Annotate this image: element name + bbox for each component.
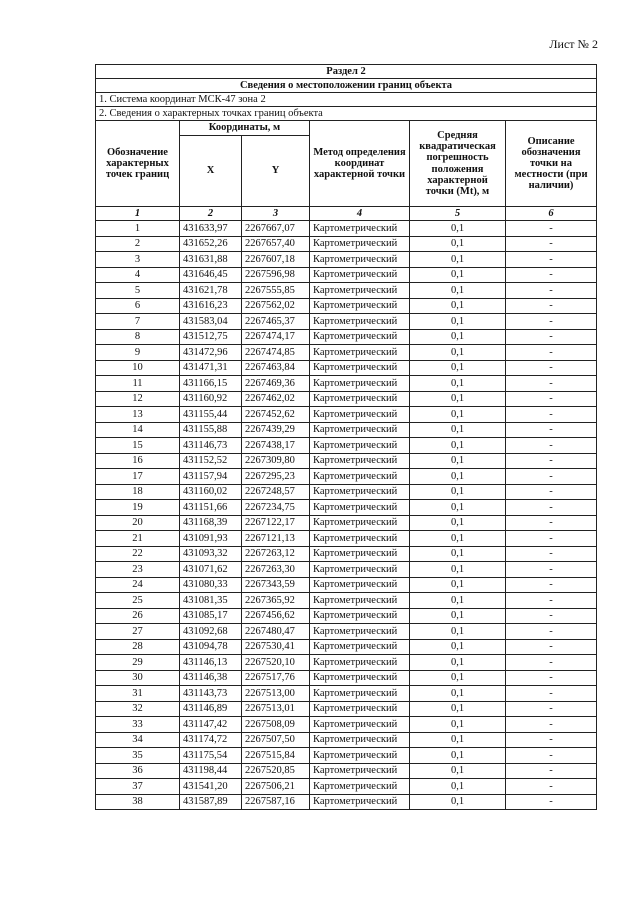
- method-cell: Картометрический: [310, 298, 410, 314]
- point-number-cell: 36: [96, 763, 180, 779]
- method-cell: Картометрический: [310, 670, 410, 686]
- error-mt-cell: 0,1: [410, 515, 506, 531]
- point-number-cell: 12: [96, 391, 180, 407]
- method-cell: Картометрический: [310, 515, 410, 531]
- method-cell: Картометрический: [310, 794, 410, 810]
- coord-y-cell: 2267508,09: [242, 717, 310, 733]
- coord-x-cell: 431541,20: [180, 779, 242, 795]
- coord-y-cell: 2267263,30: [242, 562, 310, 578]
- coord-y-cell: 2267295,23: [242, 469, 310, 485]
- table-row: [96, 360, 597, 376]
- header-coordinates: Координаты, м: [180, 121, 310, 136]
- coord-y-cell: 2267309,80: [242, 453, 310, 469]
- table-row: [96, 221, 597, 237]
- coord-x-cell: 431093,32: [180, 546, 242, 562]
- description-cell: -: [506, 577, 597, 593]
- coord-x-cell: 431155,88: [180, 422, 242, 438]
- description-cell: -: [506, 345, 597, 361]
- method-cell: Картометрический: [310, 221, 410, 237]
- table-row: [96, 624, 597, 640]
- method-cell: Картометрический: [310, 531, 410, 547]
- coord-x-cell: 431621,78: [180, 283, 242, 299]
- coord-x-cell: 431160,02: [180, 484, 242, 500]
- coord-y-cell: 2267456,62: [242, 608, 310, 624]
- coord-x-cell: 431146,89: [180, 701, 242, 717]
- method-cell: Картометрический: [310, 283, 410, 299]
- coord-y-cell: 2267465,37: [242, 314, 310, 330]
- point-number-cell: 18: [96, 484, 180, 500]
- error-mt-cell: 0,1: [410, 438, 506, 454]
- table-row: [96, 701, 597, 717]
- coord-y-cell: 2267555,85: [242, 283, 310, 299]
- coord-y-cell: 2267517,76: [242, 670, 310, 686]
- table-row: [96, 469, 597, 485]
- point-number-cell: 5: [96, 283, 180, 299]
- coord-x-cell: 431174,72: [180, 732, 242, 748]
- coord-y-cell: 2267248,57: [242, 484, 310, 500]
- method-cell: Картометрический: [310, 376, 410, 392]
- error-mt-cell: 0,1: [410, 608, 506, 624]
- column-number: 5: [410, 207, 506, 221]
- description-cell: -: [506, 484, 597, 500]
- table-row: [96, 779, 597, 795]
- point-number-cell: 24: [96, 577, 180, 593]
- description-cell: -: [506, 391, 597, 407]
- method-cell: Картометрический: [310, 236, 410, 252]
- table-row: [96, 546, 597, 562]
- coord-y-cell: 2267469,36: [242, 376, 310, 392]
- method-cell: Картометрический: [310, 360, 410, 376]
- point-number-cell: 4: [96, 267, 180, 283]
- coord-x-cell: 431152,52: [180, 453, 242, 469]
- column-number: 4: [310, 207, 410, 221]
- coord-y-cell: 2267562,02: [242, 298, 310, 314]
- coord-y-cell: 2267463,84: [242, 360, 310, 376]
- table-row: [96, 298, 597, 314]
- description-cell: -: [506, 500, 597, 516]
- description-cell: -: [506, 593, 597, 609]
- table-row: [96, 748, 597, 764]
- header-point: Обозначение характерных точек границ: [96, 121, 180, 207]
- coord-x-cell: 431166,15: [180, 376, 242, 392]
- description-cell: -: [506, 298, 597, 314]
- coord-x-cell: 431583,04: [180, 314, 242, 330]
- point-number-cell: 3: [96, 252, 180, 268]
- coord-y-cell: 2267520,85: [242, 763, 310, 779]
- description-cell: -: [506, 748, 597, 764]
- coord-x-cell: 431080,33: [180, 577, 242, 593]
- description-cell: -: [506, 686, 597, 702]
- error-mt-cell: 0,1: [410, 577, 506, 593]
- coord-x-cell: 431587,89: [180, 794, 242, 810]
- table-row: [96, 391, 597, 407]
- method-cell: Картометрический: [310, 391, 410, 407]
- error-mt-cell: 0,1: [410, 562, 506, 578]
- error-mt-cell: 0,1: [410, 360, 506, 376]
- coord-x-cell: 431091,93: [180, 531, 242, 547]
- coord-y-cell: 2267515,84: [242, 748, 310, 764]
- method-cell: Картометрический: [310, 329, 410, 345]
- table-row: [96, 732, 597, 748]
- table-row: [96, 252, 597, 268]
- error-mt-cell: 0,1: [410, 453, 506, 469]
- method-cell: Картометрический: [310, 779, 410, 795]
- error-mt-cell: 0,1: [410, 639, 506, 655]
- coord-y-cell: 2267474,85: [242, 345, 310, 361]
- table-row: [96, 438, 597, 454]
- coord-x-cell: 431071,62: [180, 562, 242, 578]
- coord-x-cell: 431092,68: [180, 624, 242, 640]
- column-number: 3: [242, 207, 310, 221]
- coord-x-cell: 431155,44: [180, 407, 242, 423]
- description-cell: -: [506, 655, 597, 671]
- point-number-cell: 34: [96, 732, 180, 748]
- header-x: X: [180, 136, 242, 207]
- description-cell: -: [506, 624, 597, 640]
- method-cell: Картометрический: [310, 763, 410, 779]
- coord-x-cell: 431146,38: [180, 670, 242, 686]
- description-cell: -: [506, 252, 597, 268]
- method-cell: Картометрический: [310, 484, 410, 500]
- description-cell: -: [506, 779, 597, 795]
- error-mt-cell: 0,1: [410, 655, 506, 671]
- boundary-points-table: [95, 64, 597, 810]
- point-number-cell: 7: [96, 314, 180, 330]
- method-cell: Картометрический: [310, 717, 410, 733]
- method-cell: Картометрический: [310, 639, 410, 655]
- table-row: [96, 593, 597, 609]
- table-row: [96, 577, 597, 593]
- coord-y-cell: 2267507,50: [242, 732, 310, 748]
- method-cell: Картометрический: [310, 701, 410, 717]
- section-title: Раздел 2: [96, 65, 597, 79]
- description-cell: -: [506, 608, 597, 624]
- error-mt-cell: 0,1: [410, 484, 506, 500]
- table-row: [96, 453, 597, 469]
- table-row: [96, 686, 597, 702]
- method-cell: Картометрический: [310, 314, 410, 330]
- description-cell: -: [506, 717, 597, 733]
- point-number-cell: 16: [96, 453, 180, 469]
- coord-x-cell: 431146,13: [180, 655, 242, 671]
- error-mt-cell: 0,1: [410, 221, 506, 237]
- coord-y-cell: 2267513,01: [242, 701, 310, 717]
- method-cell: Картометрический: [310, 453, 410, 469]
- point-number-cell: 25: [96, 593, 180, 609]
- method-cell: Картометрический: [310, 655, 410, 671]
- point-number-cell: 19: [96, 500, 180, 516]
- error-mt-cell: 0,1: [410, 252, 506, 268]
- error-mt-cell: 0,1: [410, 717, 506, 733]
- description-cell: -: [506, 562, 597, 578]
- coord-y-cell: 2267438,17: [242, 438, 310, 454]
- method-cell: Картометрический: [310, 593, 410, 609]
- method-cell: Картометрический: [310, 469, 410, 485]
- coord-y-cell: 2267667,07: [242, 221, 310, 237]
- point-number-cell: 21: [96, 531, 180, 547]
- error-mt-cell: 0,1: [410, 500, 506, 516]
- header-error: Средняя квадратическая погрешность положения характерной точки (Mt), м: [410, 121, 506, 207]
- coord-y-cell: 2267343,59: [242, 577, 310, 593]
- coord-x-cell: 431652,26: [180, 236, 242, 252]
- method-cell: Картометрический: [310, 577, 410, 593]
- coord-y-cell: 2267513,00: [242, 686, 310, 702]
- error-mt-cell: 0,1: [410, 283, 506, 299]
- table-row: [96, 314, 597, 330]
- table-row: [96, 484, 597, 500]
- error-mt-cell: 0,1: [410, 314, 506, 330]
- error-mt-cell: 0,1: [410, 748, 506, 764]
- point-number-cell: 35: [96, 748, 180, 764]
- coord-y-cell: 2267596,98: [242, 267, 310, 283]
- method-cell: Картометрический: [310, 345, 410, 361]
- point-number-cell: 32: [96, 701, 180, 717]
- coord-x-cell: 431633,97: [180, 221, 242, 237]
- method-cell: Картометрический: [310, 624, 410, 640]
- description-cell: -: [506, 422, 597, 438]
- method-cell: Картометрический: [310, 608, 410, 624]
- table-row: [96, 407, 597, 423]
- coord-y-cell: 2267365,92: [242, 593, 310, 609]
- table-row: [96, 717, 597, 733]
- table-row: [96, 267, 597, 283]
- coord-x-cell: 431616,23: [180, 298, 242, 314]
- description-cell: -: [506, 701, 597, 717]
- method-cell: Картометрический: [310, 562, 410, 578]
- coord-y-cell: 2267462,02: [242, 391, 310, 407]
- table-row: [96, 422, 597, 438]
- coord-x-cell: 431472,96: [180, 345, 242, 361]
- method-cell: Картометрический: [310, 438, 410, 454]
- point-number-cell: 28: [96, 639, 180, 655]
- point-number-cell: 15: [96, 438, 180, 454]
- coord-x-cell: 431147,42: [180, 717, 242, 733]
- error-mt-cell: 0,1: [410, 407, 506, 423]
- table-row: [96, 329, 597, 345]
- coord-y-cell: 2267439,29: [242, 422, 310, 438]
- coord-x-cell: 431175,54: [180, 748, 242, 764]
- coord-x-cell: 431143,73: [180, 686, 242, 702]
- coord-x-cell: 431168,39: [180, 515, 242, 531]
- coord-y-cell: 2267506,21: [242, 779, 310, 795]
- error-mt-cell: 0,1: [410, 701, 506, 717]
- error-mt-cell: 0,1: [410, 763, 506, 779]
- description-cell: -: [506, 732, 597, 748]
- error-mt-cell: 0,1: [410, 298, 506, 314]
- description-cell: -: [506, 236, 597, 252]
- column-number: 6: [506, 207, 597, 221]
- coord-y-cell: 2267234,75: [242, 500, 310, 516]
- error-mt-cell: 0,1: [410, 531, 506, 547]
- coord-y-cell: 2267452,62: [242, 407, 310, 423]
- error-mt-cell: 0,1: [410, 794, 506, 810]
- description-cell: -: [506, 221, 597, 237]
- section-subtitle: Сведения о местоположении границ объекта: [96, 79, 597, 93]
- error-mt-cell: 0,1: [410, 686, 506, 702]
- point-number-cell: 8: [96, 329, 180, 345]
- error-mt-cell: 0,1: [410, 391, 506, 407]
- table-row: [96, 670, 597, 686]
- header-y: Y: [242, 136, 310, 207]
- error-mt-cell: 0,1: [410, 267, 506, 283]
- table-row: [96, 531, 597, 547]
- description-cell: -: [506, 329, 597, 345]
- coord-y-cell: 2267530,41: [242, 639, 310, 655]
- table-row: [96, 283, 597, 299]
- coord-y-cell: 2267263,12: [242, 546, 310, 562]
- error-mt-cell: 0,1: [410, 779, 506, 795]
- coord-y-cell: 2267587,16: [242, 794, 310, 810]
- error-mt-cell: 0,1: [410, 469, 506, 485]
- coord-x-cell: 431085,17: [180, 608, 242, 624]
- description-cell: -: [506, 469, 597, 485]
- coord-x-cell: 431151,66: [180, 500, 242, 516]
- description-cell: -: [506, 314, 597, 330]
- point-number-cell: 17: [96, 469, 180, 485]
- point-number-cell: 23: [96, 562, 180, 578]
- point-number-cell: 26: [96, 608, 180, 624]
- point-number-cell: 11: [96, 376, 180, 392]
- point-number-cell: 14: [96, 422, 180, 438]
- error-mt-cell: 0,1: [410, 593, 506, 609]
- point-number-cell: 38: [96, 794, 180, 810]
- coord-y-cell: 2267474,17: [242, 329, 310, 345]
- column-number: 1: [96, 207, 180, 221]
- table-row: [96, 345, 597, 361]
- coord-x-cell: 431471,31: [180, 360, 242, 376]
- method-cell: Картометрический: [310, 732, 410, 748]
- table-row: [96, 376, 597, 392]
- description-cell: -: [506, 283, 597, 299]
- description-cell: -: [506, 515, 597, 531]
- point-number-cell: 31: [96, 686, 180, 702]
- error-mt-cell: 0,1: [410, 345, 506, 361]
- point-number-cell: 10: [96, 360, 180, 376]
- coord-x-cell: 431198,44: [180, 763, 242, 779]
- coord-x-cell: 431157,94: [180, 469, 242, 485]
- error-mt-cell: 0,1: [410, 236, 506, 252]
- column-number: 2: [180, 207, 242, 221]
- coord-x-cell: 431631,88: [180, 252, 242, 268]
- method-cell: Картометрический: [310, 252, 410, 268]
- description-cell: -: [506, 453, 597, 469]
- method-cell: Картометрический: [310, 686, 410, 702]
- point-number-cell: 22: [96, 546, 180, 562]
- table-row: [96, 639, 597, 655]
- table-row: [96, 562, 597, 578]
- sheet-number: Лист № 2: [549, 37, 598, 51]
- table-row: [96, 236, 597, 252]
- error-mt-cell: 0,1: [410, 670, 506, 686]
- error-mt-cell: 0,1: [410, 732, 506, 748]
- point-number-cell: 29: [96, 655, 180, 671]
- column-numbers-row: [96, 207, 597, 221]
- point-number-cell: 30: [96, 670, 180, 686]
- point-number-cell: 1: [96, 221, 180, 237]
- method-cell: Картометрический: [310, 407, 410, 423]
- points-info-line: 2. Сведения о характерных точках границ объекта: [96, 107, 597, 121]
- table-row: [96, 515, 597, 531]
- coord-y-cell: 2267520,10: [242, 655, 310, 671]
- table-row: [96, 608, 597, 624]
- coord-y-cell: 2267122,17: [242, 515, 310, 531]
- description-cell: -: [506, 376, 597, 392]
- description-cell: -: [506, 794, 597, 810]
- table-row: [96, 655, 597, 671]
- table-row: [96, 763, 597, 779]
- table-row: [96, 500, 597, 516]
- point-number-cell: 13: [96, 407, 180, 423]
- error-mt-cell: 0,1: [410, 376, 506, 392]
- description-cell: -: [506, 639, 597, 655]
- point-number-cell: 33: [96, 717, 180, 733]
- point-number-cell: 9: [96, 345, 180, 361]
- coordinate-system-line: 1. Система координат МСК-47 зона 2: [96, 93, 597, 107]
- method-cell: Картометрический: [310, 546, 410, 562]
- header-description: Описание обозначения точки на местности (при наличии): [506, 121, 597, 207]
- coord-y-cell: 2267657,40: [242, 236, 310, 252]
- point-number-cell: 2: [96, 236, 180, 252]
- coord-y-cell: 2267121,13: [242, 531, 310, 547]
- point-number-cell: 20: [96, 515, 180, 531]
- description-cell: -: [506, 360, 597, 376]
- error-mt-cell: 0,1: [410, 329, 506, 345]
- description-cell: -: [506, 531, 597, 547]
- error-mt-cell: 0,1: [410, 546, 506, 562]
- method-cell: Картометрический: [310, 748, 410, 764]
- coord-y-cell: 2267480,47: [242, 624, 310, 640]
- description-cell: -: [506, 763, 597, 779]
- description-cell: -: [506, 267, 597, 283]
- point-number-cell: 27: [96, 624, 180, 640]
- description-cell: -: [506, 546, 597, 562]
- description-cell: -: [506, 438, 597, 454]
- error-mt-cell: 0,1: [410, 624, 506, 640]
- coord-x-cell: 431160,92: [180, 391, 242, 407]
- coord-y-cell: 2267607,18: [242, 252, 310, 268]
- table-row: [96, 794, 597, 810]
- description-cell: -: [506, 407, 597, 423]
- method-cell: Картометрический: [310, 500, 410, 516]
- coord-x-cell: 431094,78: [180, 639, 242, 655]
- coord-x-cell: 431512,75: [180, 329, 242, 345]
- description-cell: -: [506, 670, 597, 686]
- point-number-cell: 37: [96, 779, 180, 795]
- error-mt-cell: 0,1: [410, 422, 506, 438]
- coord-x-cell: 431646,45: [180, 267, 242, 283]
- header-method: Метод определения координат характерной точки: [310, 121, 410, 207]
- coord-x-cell: 431081,35: [180, 593, 242, 609]
- method-cell: Картометрический: [310, 422, 410, 438]
- point-number-cell: 6: [96, 298, 180, 314]
- method-cell: Картометрический: [310, 267, 410, 283]
- coord-x-cell: 431146,73: [180, 438, 242, 454]
